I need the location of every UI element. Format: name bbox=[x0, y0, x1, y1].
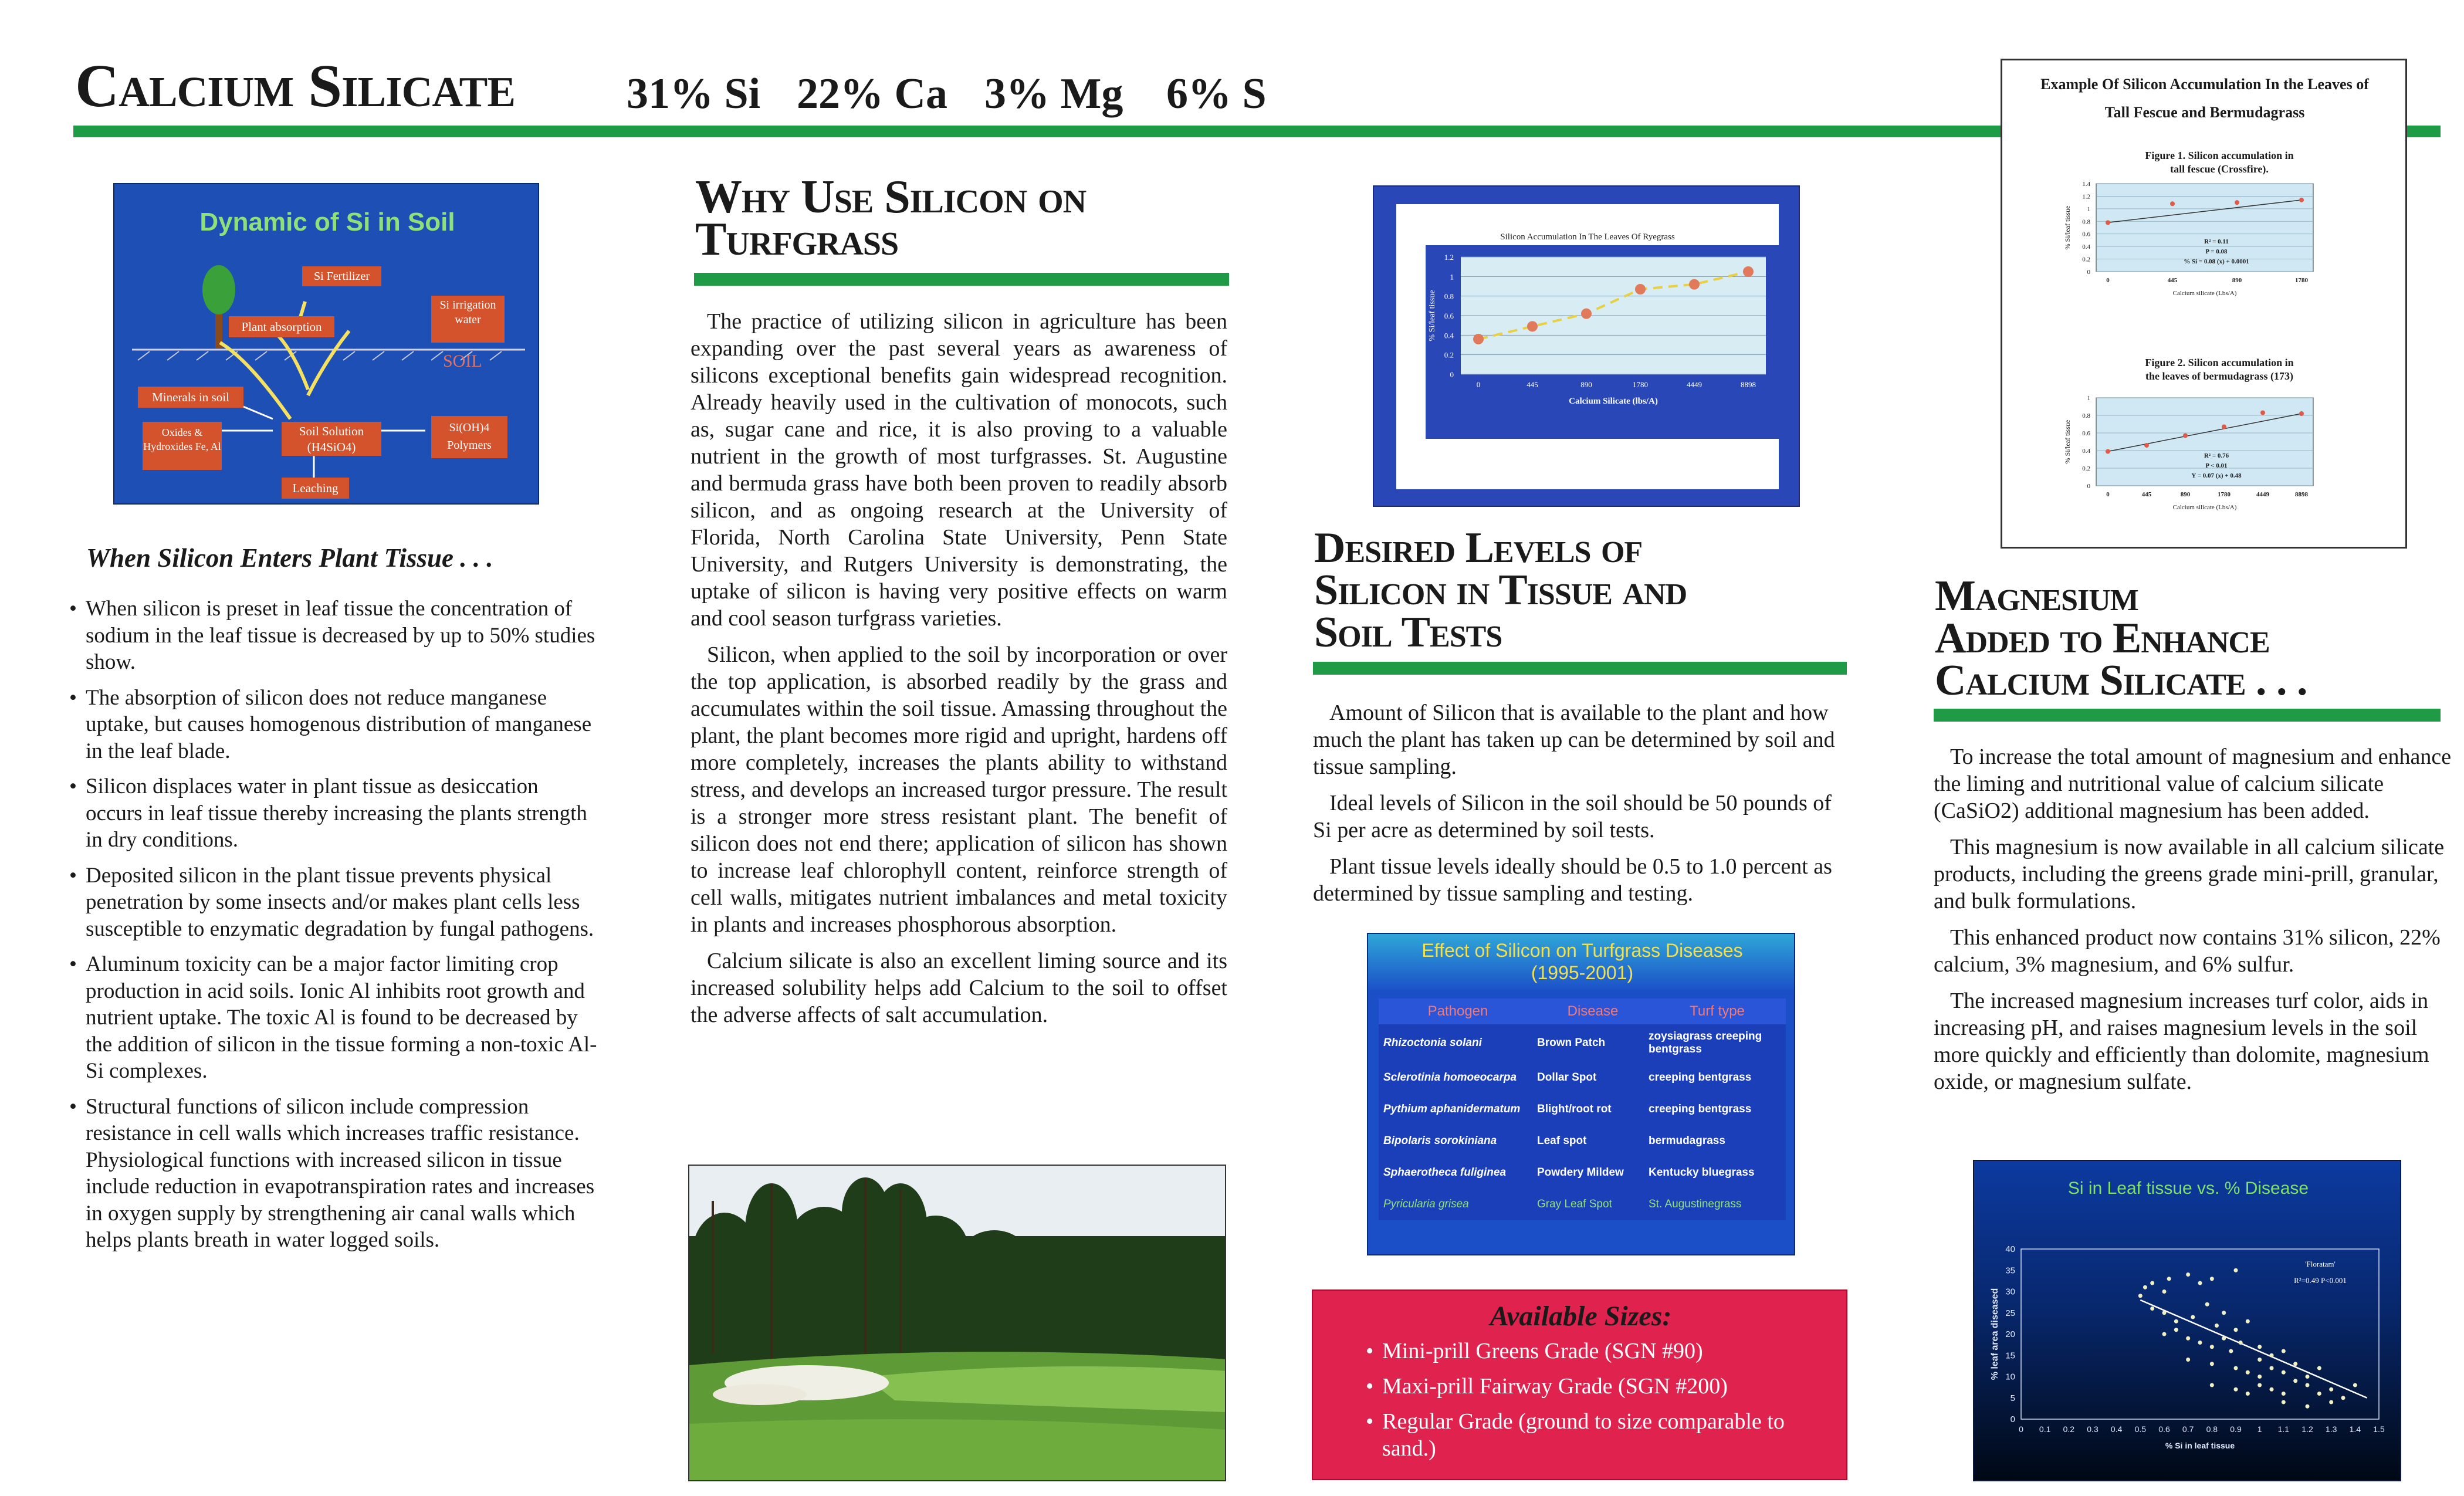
data-point bbox=[2282, 1349, 2286, 1353]
page-header bbox=[75, 52, 1366, 123]
x-tick-label: 0 bbox=[2106, 491, 2110, 498]
stat-label: % Si = 0.08 (x) + 0.0001 bbox=[2184, 258, 2249, 265]
plot-border bbox=[2021, 1249, 2379, 1419]
stat-label: R² = 0.11 bbox=[2204, 238, 2229, 245]
data-point bbox=[2341, 1396, 2345, 1400]
table-cell: Pythium aphanidermatum bbox=[1383, 1103, 1521, 1115]
y-tick-label: 0.2 bbox=[2082, 465, 2090, 472]
data-point bbox=[2257, 1345, 2262, 1349]
why-paragraph: Calcium silicate is also an excellent liming source and its increased solubility helps add Calcium to the soil to offset the adverse affects of salt accumulation. bbox=[691, 949, 1227, 1027]
label-leaching: Leaching bbox=[282, 478, 349, 499]
data-point bbox=[2260, 411, 2265, 415]
data-point bbox=[1527, 321, 1538, 331]
data-point bbox=[2186, 1358, 2190, 1362]
data-point bbox=[2143, 1285, 2147, 1289]
x-axis-label: Calcium silicate (Lbs/A) bbox=[2172, 290, 2237, 297]
data-point bbox=[2299, 411, 2304, 416]
data-point bbox=[2306, 1404, 2310, 1409]
desired-paragraph: Plant tissue levels ideally should be 0.5 to 1.0 percent as determined by tissue sampling and testing. bbox=[1313, 854, 1832, 906]
data-point bbox=[2210, 1345, 2214, 1349]
data-point bbox=[2306, 1383, 2310, 1387]
table-cell: Dollar Spot bbox=[1537, 1071, 1597, 1084]
x-axis-label: Calcium Silicate (lbs/A) bbox=[1569, 397, 1658, 406]
data-point bbox=[2162, 1311, 2167, 1315]
desired-body bbox=[1313, 699, 1850, 916]
x-tick-label: 0.9 bbox=[2230, 1424, 2242, 1434]
data-point bbox=[2246, 1392, 2250, 1396]
disease-table-title1: Effect of Silicon on Turfgrass Diseases bbox=[1421, 940, 1743, 961]
y-tick-label: 0.4 bbox=[2082, 243, 2090, 251]
data-point bbox=[2222, 1336, 2226, 1341]
bullet-item: • Silicon displaces water in plant tissue as desiccation occurs in leaf tissue thereby increasing the plants strength in dry conditions. bbox=[69, 773, 597, 854]
data-point bbox=[2317, 1366, 2321, 1370]
y-tick-label: 0.8 bbox=[1444, 292, 1454, 301]
y-tick-label: 0.6 bbox=[2082, 231, 2090, 238]
data-point bbox=[2329, 1387, 2333, 1392]
x-tick-label: 890 bbox=[1580, 380, 1592, 389]
data-point bbox=[2150, 1281, 2154, 1285]
ca-percent: 22% Ca bbox=[797, 70, 947, 118]
x-tick-label: 1.1 bbox=[2277, 1424, 2290, 1434]
table-cell: zoysiagrass creeping bentgrass bbox=[1649, 1030, 1762, 1055]
y-tick-label: 30 bbox=[2005, 1287, 2015, 1297]
table-header: Disease bbox=[1567, 1003, 1619, 1019]
data-point bbox=[2210, 1362, 2214, 1366]
y-tick-label: 40 bbox=[2005, 1244, 2015, 1254]
sizes-title: Available Sizes: bbox=[1490, 1301, 1672, 1332]
data-point bbox=[2270, 1387, 2274, 1392]
data-point bbox=[2222, 425, 2226, 429]
x-tick-label: 890 bbox=[2232, 277, 2242, 284]
x-tick-label: 1780 bbox=[2295, 277, 2308, 284]
data-point bbox=[2270, 1366, 2274, 1370]
label-oxides: Oxides & Hydroxides Fe, Al bbox=[143, 422, 222, 470]
data-point bbox=[2138, 1294, 2143, 1298]
desired-paragraph: Amount of Silicon that is available to the plant and how much the plant has taken up can be determined by soil and tissue sampling. bbox=[1313, 700, 1835, 779]
table-cell: Bipolaris sorokiniana bbox=[1383, 1135, 1497, 1147]
x-tick-label: 0.4 bbox=[2110, 1424, 2123, 1434]
fig2-title2: the leaves of bermudagrass (173) bbox=[2145, 370, 2293, 382]
desired-heading-line1: Desired Levels of bbox=[1314, 524, 1643, 572]
data-point bbox=[2353, 1383, 2357, 1387]
data-point bbox=[2106, 220, 2110, 225]
data-point bbox=[2293, 1379, 2297, 1383]
data-point bbox=[2106, 449, 2110, 454]
bullet-item: • Structural functions of silicon include compression resistance in cell walls which increases traffic resistance. Physiological functions with increased silicon in tissue include reduction in evapotranspiration rates and increases in oxygen supply by strengthening air canal walls which helps plants breath in water logged soils. bbox=[69, 1094, 597, 1254]
data-point bbox=[2306, 1375, 2310, 1379]
y-tick-label: 1 bbox=[1450, 272, 1454, 282]
size-item: • Regular Grade (ground to size comparable to sand.) bbox=[1366, 1408, 1835, 1462]
label-soil: SOIL bbox=[443, 351, 482, 371]
data-point bbox=[2239, 1341, 2243, 1345]
example-title2: Tall Fescue and Bermudagrass bbox=[2104, 104, 2305, 121]
y-tick-label: 1 bbox=[2087, 395, 2090, 402]
fig2-title1: Figure 2. Silicon accumulation in bbox=[2145, 357, 2294, 368]
x-tick-label: 8898 bbox=[2295, 491, 2308, 498]
data-point bbox=[1473, 334, 1484, 344]
table-cell: Sphaerotheca fuliginea bbox=[1383, 1166, 1507, 1179]
table-cell: Leaf spot bbox=[1537, 1135, 1587, 1147]
data-point bbox=[2162, 1289, 2167, 1294]
desired-paragraph: Ideal levels of Silicon in the soil should be 50 pounds of Si per acre as determined by soil tests. bbox=[1313, 791, 1832, 842]
fig1-plot bbox=[2002, 172, 2407, 324]
why-paragraph: The practice of utilizing silicon in agriculture has been expanding over the past several years as awareness of silicons exceptional benefits gain widespread recognition. Already heavily used in the cultivation of monocots, such as, sugar cane and rice, it is also proving to a valuable nutrient in the growth of most turfgrasses. St. Augustine and bermuda grass have both been proven to readily absorb silicon, and as ongoing research at the University of Florida, North Carolina State University, Penn State University, and Rutgers University is demonstrating, the uptake of silicon is having very positive effects on warm and cool season turfgrass varieties. bbox=[691, 309, 1227, 631]
magnesium-paragraph: This enhanced product now contains 31% silicon, 22% calcium, 3% magnesium, and 6% sulfur. bbox=[1934, 925, 2441, 977]
x-tick-label: 890 bbox=[2180, 491, 2191, 498]
data-point bbox=[2174, 1328, 2178, 1332]
stat-label: R²=0.49 P<0.001 bbox=[2294, 1276, 2347, 1285]
x-tick-label: 1.3 bbox=[2325, 1424, 2337, 1434]
data-point bbox=[1635, 284, 1646, 295]
x-tick-label: 445 bbox=[2167, 277, 2178, 284]
disease-scatter-panel bbox=[1973, 1160, 2401, 1481]
disease-table bbox=[1379, 999, 1786, 1220]
scatter-title: Si in Leaf tissue vs. % Disease bbox=[2067, 1179, 2309, 1198]
data-point bbox=[2150, 1307, 2154, 1311]
y-axis-label: % Si/leaf tissue bbox=[1428, 290, 1437, 341]
stat-label: Y = 0.07 (x) + 0.48 bbox=[2191, 472, 2242, 479]
data-point bbox=[2270, 1353, 2274, 1358]
ryegrass-plot bbox=[1396, 204, 1779, 489]
golf-course-photo bbox=[688, 1165, 1226, 1481]
data-point bbox=[2215, 1324, 2219, 1328]
table-cell: Kentucky bluegrass bbox=[1649, 1166, 1755, 1179]
y-tick-label: 25 bbox=[2005, 1308, 2015, 1318]
table-row bbox=[1379, 1157, 1786, 1189]
data-point bbox=[2167, 1277, 2171, 1281]
x-tick-label: 0.2 bbox=[2063, 1424, 2075, 1434]
ryegrass-chart-frame bbox=[1396, 204, 1779, 489]
x-tick-label: 445 bbox=[1527, 380, 1538, 389]
table-cell: Brown Patch bbox=[1537, 1037, 1606, 1049]
accumulation-example-panel bbox=[2001, 59, 2407, 549]
y-tick-label: 0.6 bbox=[1444, 312, 1454, 320]
x-tick-label: 0 bbox=[2019, 1424, 2023, 1434]
data-point bbox=[2198, 1281, 2202, 1285]
x-tick-label: 4449 bbox=[2256, 491, 2269, 498]
table-row bbox=[1379, 1094, 1786, 1125]
magnesium-heading-line1: Magnesium bbox=[1935, 572, 2138, 620]
table-header: Turf type bbox=[1690, 1003, 1745, 1019]
label-plant-absorption: Plant absorption bbox=[229, 316, 334, 337]
table-cell: creeping bentgrass bbox=[1649, 1103, 1752, 1115]
y-tick-label: 35 bbox=[2005, 1265, 2015, 1276]
x-tick-label: 1 bbox=[2257, 1424, 2262, 1434]
y-tick-label: 0.8 bbox=[2082, 412, 2090, 419]
why-rule bbox=[694, 273, 1229, 286]
y-axis-label: % Si/leaf tissue bbox=[2063, 419, 2072, 464]
bullet-item: • When silicon is preset in leaf tissue the concentration of sodium in the leaf tissue is decreased by up to 50% studies show. bbox=[69, 595, 597, 676]
y-tick-label: 10 bbox=[2005, 1372, 2015, 1382]
table-cell: Sclerotinia homoeocarpa bbox=[1383, 1071, 1517, 1084]
table-cell: Gray Leaf Spot bbox=[1537, 1198, 1612, 1210]
x-tick-label: 8898 bbox=[1741, 380, 1756, 389]
y-tick-label: 0 bbox=[1450, 370, 1454, 379]
y-tick-label: 1.2 bbox=[2082, 193, 2090, 201]
x-tick-label: 0.7 bbox=[2182, 1424, 2194, 1434]
x-tick-label: 1.5 bbox=[2373, 1424, 2385, 1434]
stat-label: P < 0.01 bbox=[2205, 462, 2228, 469]
fig1-title2: tall fescue (Crossfire). bbox=[2170, 163, 2269, 175]
legend-label: 'Floratam' bbox=[2305, 1260, 2336, 1268]
magnesium-body bbox=[1934, 743, 2459, 1105]
desired-rule bbox=[1313, 662, 1847, 675]
y-tick-label: 0.2 bbox=[1444, 350, 1454, 360]
x-tick-label: 1.4 bbox=[2349, 1424, 2361, 1434]
data-point bbox=[2234, 1328, 2238, 1332]
sizes-list bbox=[1366, 1338, 1835, 1471]
x-tick-label: 0.6 bbox=[2158, 1424, 2170, 1434]
data-point bbox=[2234, 1268, 2238, 1272]
data-point bbox=[2257, 1358, 2262, 1362]
data-point bbox=[2205, 1302, 2209, 1307]
disease-table-panel bbox=[1367, 933, 1795, 1255]
available-sizes-panel bbox=[1312, 1289, 1847, 1480]
y-tick-label: 0.2 bbox=[2082, 256, 2090, 263]
data-point bbox=[2257, 1383, 2262, 1387]
data-point bbox=[2186, 1336, 2190, 1341]
why-heading-line2: Turfgrass bbox=[695, 214, 899, 265]
size-item: • Mini-prill Greens Grade (SGN #90) bbox=[1366, 1338, 1835, 1365]
data-point bbox=[2162, 1332, 2167, 1336]
y-tick-label: 15 bbox=[2005, 1351, 2015, 1361]
table-row bbox=[1379, 1189, 1786, 1220]
table-row bbox=[1379, 1125, 1786, 1157]
why-body bbox=[691, 308, 1227, 1038]
table-cell: Blight/root rot bbox=[1537, 1103, 1612, 1115]
data-point bbox=[2222, 1311, 2226, 1315]
data-point bbox=[2317, 1392, 2321, 1396]
data-point bbox=[2257, 1375, 2262, 1379]
label-si-irrigation: Si irrigation water bbox=[431, 296, 505, 343]
table-cell: Pyricularia grisea bbox=[1383, 1198, 1469, 1210]
diagram-title: Dynamic of Si in Soil bbox=[199, 208, 455, 236]
x-tick-label: 0.1 bbox=[2039, 1424, 2051, 1434]
data-point bbox=[2246, 1370, 2250, 1375]
y-tick-label: 1 bbox=[2087, 205, 2090, 213]
data-point bbox=[2144, 443, 2149, 448]
y-tick-label: 0.4 bbox=[1444, 331, 1454, 340]
data-point bbox=[1689, 279, 1700, 290]
data-point bbox=[2282, 1370, 2286, 1375]
y-tick-label: 0.4 bbox=[2082, 448, 2090, 455]
si-percent: 31% Si bbox=[627, 70, 761, 118]
x-tick-label: 1780 bbox=[2218, 491, 2231, 498]
table-cell: Powdery Mildew bbox=[1537, 1166, 1624, 1179]
y-tick-label: 0 bbox=[2087, 269, 2090, 276]
x-tick-label: 0 bbox=[2106, 277, 2110, 284]
y-tick-label: 0 bbox=[2010, 1414, 2015, 1424]
ryegrass-chart-title: Silicon Accumulation In The Leaves Of Ryegrass bbox=[1500, 232, 1675, 242]
label-minerals: Minerals in soil bbox=[138, 387, 243, 408]
magnesium-heading bbox=[1935, 572, 2307, 705]
table-header: Pathogen bbox=[1427, 1003, 1488, 1019]
data-point bbox=[1581, 309, 1592, 319]
trend-line bbox=[2140, 1300, 2367, 1398]
x-tick-label: 4449 bbox=[1687, 380, 1702, 389]
label-si-fertilizer: Si Fertilizer bbox=[302, 266, 381, 286]
y-tick-label: 0.8 bbox=[2082, 218, 2090, 226]
disease-table-title2: (1995-2001) bbox=[1531, 962, 1634, 983]
desired-heading bbox=[1314, 524, 1687, 656]
table-cell: St. Augustinegrass bbox=[1649, 1198, 1742, 1210]
why-heading-line1: Why Use Silicon on bbox=[695, 171, 1087, 223]
data-point bbox=[2234, 1366, 2238, 1370]
y-tick-label: 0 bbox=[2087, 483, 2090, 490]
table-cell: Rhizoctonia solani bbox=[1383, 1037, 1482, 1049]
magnesium-paragraph: This magnesium is now available in all calcium silicate products, including the greens grade mini-prill, granular, and bulk formulations. bbox=[1934, 835, 2445, 913]
y-axis-label: % leaf area diseased bbox=[1990, 1288, 2000, 1380]
y-tick-label: 0.6 bbox=[2082, 430, 2090, 437]
label-polymers: Si(OH)4 Polymers bbox=[431, 416, 507, 458]
data-point bbox=[1743, 266, 1754, 277]
desired-heading-line2: Silicon in Tissue and bbox=[1314, 566, 1687, 614]
data-point bbox=[2293, 1362, 2297, 1366]
y-tick-label: 20 bbox=[2005, 1329, 2015, 1339]
table-cell: creeping bentgrass bbox=[1649, 1071, 1752, 1084]
stat-label: P = 0.08 bbox=[2205, 248, 2228, 255]
magnesium-paragraph: The increased magnesium increases turf color, aids in increasing pH, and raises magnesium levels in the soil more quickly and efficiently than dolomite, magnesium oxide, or magnesium sulfate. bbox=[1934, 989, 2429, 1094]
table-row bbox=[1379, 1024, 1786, 1062]
magnesium-heading-line3: Calcium Silicate . . . bbox=[1935, 656, 2307, 705]
table-row bbox=[1379, 1062, 1786, 1094]
size-item: • Maxi-prill Fairway Grade (SGN #200) bbox=[1366, 1373, 1835, 1400]
desired-heading-line3: Soil Tests bbox=[1314, 608, 1502, 656]
x-tick-label: 1780 bbox=[1633, 380, 1648, 389]
x-tick-label: 0.8 bbox=[2206, 1424, 2218, 1434]
data-point bbox=[2234, 1387, 2238, 1392]
page-title: Calcium Silicate bbox=[75, 52, 516, 120]
x-axis-label: Calcium silicate (Lbs/A) bbox=[2172, 504, 2237, 511]
y-tick-label: 1.4 bbox=[2082, 181, 2090, 188]
example-title1: Example Of Silicon Accumulation In the Leaves of bbox=[2040, 76, 2369, 93]
x-tick-label: 0.3 bbox=[2087, 1424, 2099, 1434]
data-point bbox=[2198, 1341, 2202, 1345]
plant-tissue-bullets bbox=[69, 595, 597, 1263]
data-point bbox=[2210, 1277, 2214, 1281]
x-tick-label: 1.2 bbox=[2301, 1424, 2313, 1434]
data-point bbox=[2282, 1400, 2286, 1404]
y-tick-label: 1.2 bbox=[1444, 253, 1454, 262]
data-point bbox=[2191, 1315, 2195, 1319]
table-cell: bermudagrass bbox=[1649, 1135, 1725, 1147]
fig2-plot bbox=[2002, 386, 2407, 544]
data-point bbox=[2246, 1319, 2250, 1324]
y-tick-label: 5 bbox=[2010, 1393, 2015, 1403]
data-point bbox=[2299, 198, 2304, 202]
data-point bbox=[2183, 434, 2188, 438]
data-point bbox=[2329, 1400, 2333, 1404]
scatter-plot bbox=[1974, 1161, 2402, 1483]
y-axis-label: % Si/leaf tissue bbox=[2063, 205, 2072, 250]
stat-label: R² = 0.76 bbox=[2204, 452, 2229, 459]
data-point bbox=[2235, 200, 2239, 205]
data-point bbox=[2229, 1349, 2233, 1353]
magnesium-paragraph: To increase the total amount of magnesium and enhance the liming and nutritional value of calcium silicate (CaSiO2) additional magnesium has been added. bbox=[1934, 744, 2452, 823]
x-tick-label: 0.5 bbox=[2134, 1424, 2147, 1434]
data-point bbox=[2186, 1272, 2190, 1277]
mg-percent: 3% Mg bbox=[984, 70, 1123, 118]
ryegrass-chart bbox=[1373, 185, 1800, 507]
bullet-item: • Aluminum toxicity can be a major factor limiting crop production in acid soils. Ionic Al inhibits root growth and nutrient uptake. The toxic Al is found to be decreased by the addition of silicon in the tissue forming a non-toxic Al-Si complexes. bbox=[69, 951, 597, 1085]
s-percent: 6% S bbox=[1166, 70, 1267, 118]
x-tick-label: 0 bbox=[1476, 380, 1481, 389]
plant-tissue-heading: When Silicon Enters Plant Tissue . . . bbox=[86, 543, 493, 573]
data-point bbox=[2170, 201, 2175, 206]
photo-scene bbox=[689, 1166, 1226, 1481]
data-point bbox=[2174, 1319, 2178, 1324]
bullet-item: • Deposited silicon in the plant tissue prevents physical penetration by some insects and/or makes plant cells less susceptible to enzymatic degradation by fungal pathogens. bbox=[69, 862, 597, 943]
si-soil-diagram bbox=[113, 183, 539, 505]
data-point bbox=[2282, 1392, 2286, 1396]
label-soil-solution: Soil Solution (H4SiO4) bbox=[282, 422, 381, 456]
magnesium-heading-line2: Added to Enhance bbox=[1935, 614, 2270, 662]
why-paragraph: Silicon, when applied to the soil by incorporation or over the top application, is absorbed readily by the grass and accumulates within the soil tissue. Amassing throughout the plant, the plant becomes more rigid and upright, hardens off more completely, increases the plants ability to withstand stress, and develops an increased turgor pressure. The result is a stronger more stress resistant plant. The benefit of silicon does not end there; application of silicon has shown to increase leaf chlorophyll content, reinforce strength of cell walls, mitigates nutrient imbalances and metal toxicity in plants and increases phosphorous absorption. bbox=[691, 642, 1227, 937]
fig1-title1: Figure 1. Silicon accumulation in bbox=[2145, 150, 2294, 161]
x-tick-label: 445 bbox=[2141, 491, 2152, 498]
why-heading bbox=[695, 171, 1087, 265]
header-rule bbox=[73, 126, 2001, 137]
magnesium-rule bbox=[1934, 709, 2441, 722]
data-point bbox=[2210, 1383, 2214, 1387]
x-axis-label: % Si in leaf tissue bbox=[2165, 1441, 2235, 1450]
bullet-item: • The absorption of silicon does not reduce manganese uptake, but causes homogenous distribution of manganese in the leaf blade. bbox=[69, 685, 597, 765]
